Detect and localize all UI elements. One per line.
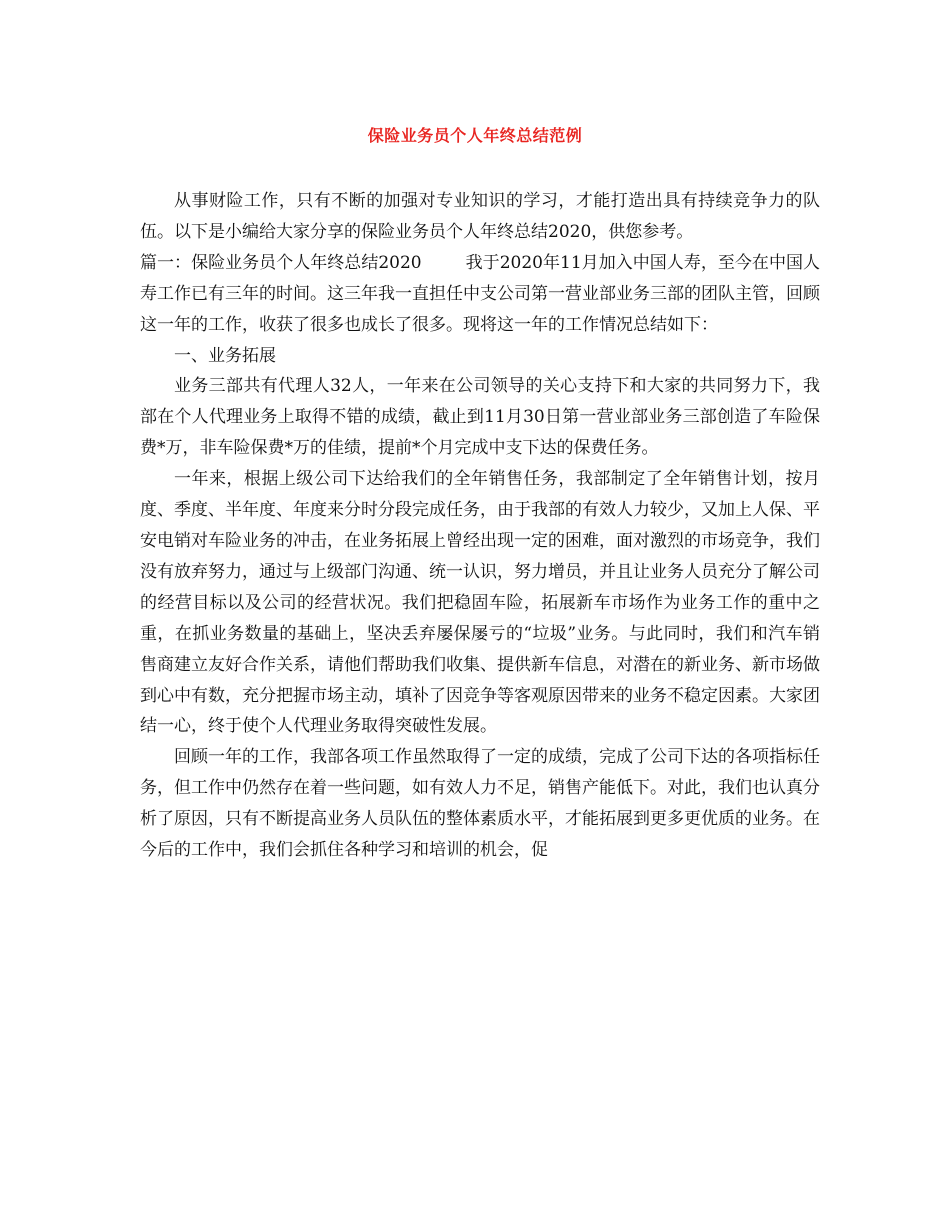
section-heading-business-expansion: 一、业务拓展 — [174, 345, 276, 366]
paragraph-intro: 从事财险工作，只有不断的加强对专业知识的学习，才能打造出具有持续竞争力的队伍。以下是小编给大家分享的保险业务员个人年终总结2020，供您参考。 — [140, 191, 820, 242]
document-body — [140, 186, 820, 866]
document-title: 保险业务员个人年终总结范例 — [367, 126, 583, 145]
paragraph-members: 业务三部共有代理人32人，一年来在公司领导的关心支持下和大家的共同努力下，我部在个人代理业务上取得不错的成绩，截止到11月30日第一营业部业务三部创造了车险保费*万，非车险保费*万的佳绩，提前*个月完成中支下达的保费任务。 — [140, 376, 820, 459]
paragraph-year: 一年来，根据上级公司下达给我们的全年销售任务，我部制定了全年销售计划，按月度、季度、半年度、年度来分时分段完成任务，由于我部的有效人力较少，又加上人保、平安电销对车险业务的冲击，在业务拓展上曾经出现一定的困难，面对激烈的市场竞争，我们没有放弃努力，通过与上级部门沟通、统一认识，努力增员，并且让业务人员充分了解公司的经营目标以及公司的经营状况。我们把稳固车险，拓展新车市场作为业务工作的重中之重，在抓业务数量的基础上，坚决丢弃屡保屡亏的“垃圾”业务。与此同时，我们和汽车销售商建立友好合作关系，请他们帮助我们收集、提供新车信息，对潜在的新业务、新市场做到心中有数，充分把握市场主动，填补了因竞争等客观原因带来的业务不稳定因素。大家团结一心，终于使个人代理业务取得突破性发展。 — [140, 469, 820, 737]
paragraph-review: 回顾一年的工作，我部各项工作虽然取得了一定的成绩，完成了公司下达的各项指标任务，但工作中仍然存在着一些问题，如有效人力不足，销售产能低下。对此，我们也认真分析了原因，只有不断提高业务人员队伍的整体素质水平，才能拓展到更多更优质的业务。在今后的工作中，我们会抓住各种学习和培训的机会，促 — [140, 747, 820, 861]
paragraph-part1 — [140, 248, 820, 341]
part1-heading: 篇一：保险业务员个人年终总结2020 — [140, 252, 422, 273]
part1-body: 我于2020年11月加入中国人寿，至今在中国人寿工作已有三年的时间。这三年我一直担任中支公司第一营业部业务三部的团队主管，回顾这一年的工作，收获了很多也成长了很多。现将这一年的工作情况总结如下： — [140, 252, 820, 335]
